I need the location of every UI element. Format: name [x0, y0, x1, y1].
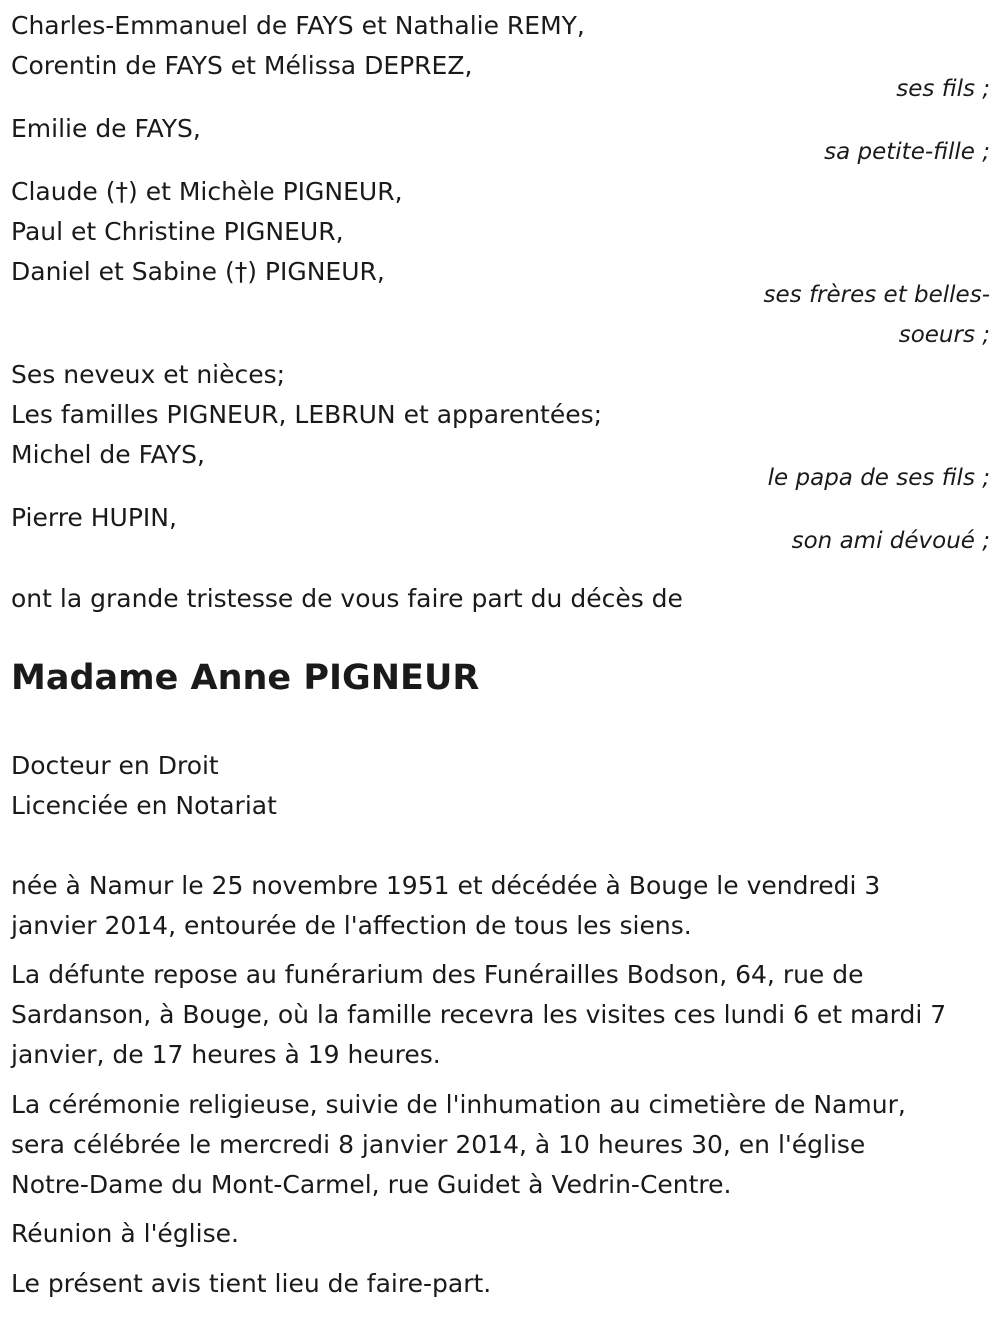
ceremony-line1: La cérémonie religieuse, suivie de l'inhumation au cimetière de Namur,: [11, 1090, 906, 1119]
role-siblings-line2: soeurs ;: [898, 322, 990, 348]
announcement-text: ont la grande tristesse de vous faire part du décès de: [11, 584, 683, 613]
family-line-charles-emmanuel: Charles-Emmanuel de FAYS et Nathalie REMY,: [11, 11, 585, 40]
funerarium-line1: La défunte repose au funérarium des Funérailles Bodson, 64, rue de: [11, 960, 864, 989]
notice-text: Le présent avis tient lieu de faire-part.: [11, 1269, 492, 1298]
funerarium-line3: janvier, de 17 heures à 19 heures.: [11, 1040, 441, 1069]
family-line-corentin: Corentin de FAYS et Mélissa DEPREZ,: [11, 51, 473, 80]
deceased-name: Madame Anne PIGNEUR: [11, 658, 480, 698]
family-line-michel: Michel de FAYS,: [11, 440, 205, 469]
family-line-paul: Paul et Christine PIGNEUR,: [11, 217, 344, 246]
birth-death-line2: janvier 2014, entourée de l'affection de tous les siens.: [11, 911, 692, 940]
role-father: le papa de ses fils ;: [767, 465, 990, 491]
deceased-title-notary: Licenciée en Notariat: [11, 791, 277, 820]
ceremony-line3: Notre-Dame du Mont-Carmel, rue Guidet à Vedrin-Centre.: [11, 1170, 732, 1199]
family-line-claude: Claude (†) et Michèle PIGNEUR,: [11, 177, 403, 206]
funerarium-line2: Sardanson, à Bouge, où la famille recevra les visites ces lundi 6 et mardi 7: [11, 1000, 947, 1029]
family-line-pierre: Pierre HUPIN,: [11, 503, 177, 532]
family-line-emilie: Emilie de FAYS,: [11, 114, 201, 143]
family-line-daniel: Daniel et Sabine (†) PIGNEUR,: [11, 257, 385, 286]
family-line-nephews: Ses neveux et nièces;: [11, 360, 286, 389]
deceased-title-doctor: Docteur en Droit: [11, 751, 219, 780]
ceremony-line2: sera célébrée le mercredi 8 janvier 2014, à 10 heures 30, en l'église: [11, 1130, 866, 1159]
family-line-families: Les familles PIGNEUR, LEBRUN et apparentées;: [11, 400, 603, 429]
role-friend: son ami dévoué ;: [791, 528, 990, 554]
role-sons: ses fils ;: [896, 76, 990, 102]
role-granddaughter: sa petite-fille ;: [824, 139, 990, 165]
reunion-text: Réunion à l'église.: [11, 1219, 239, 1248]
role-siblings-line1: ses frères et belles-: [763, 282, 990, 308]
birth-death-line1: née à Namur le 25 novembre 1951 et décédée à Bouge le vendredi 3: [11, 871, 881, 900]
